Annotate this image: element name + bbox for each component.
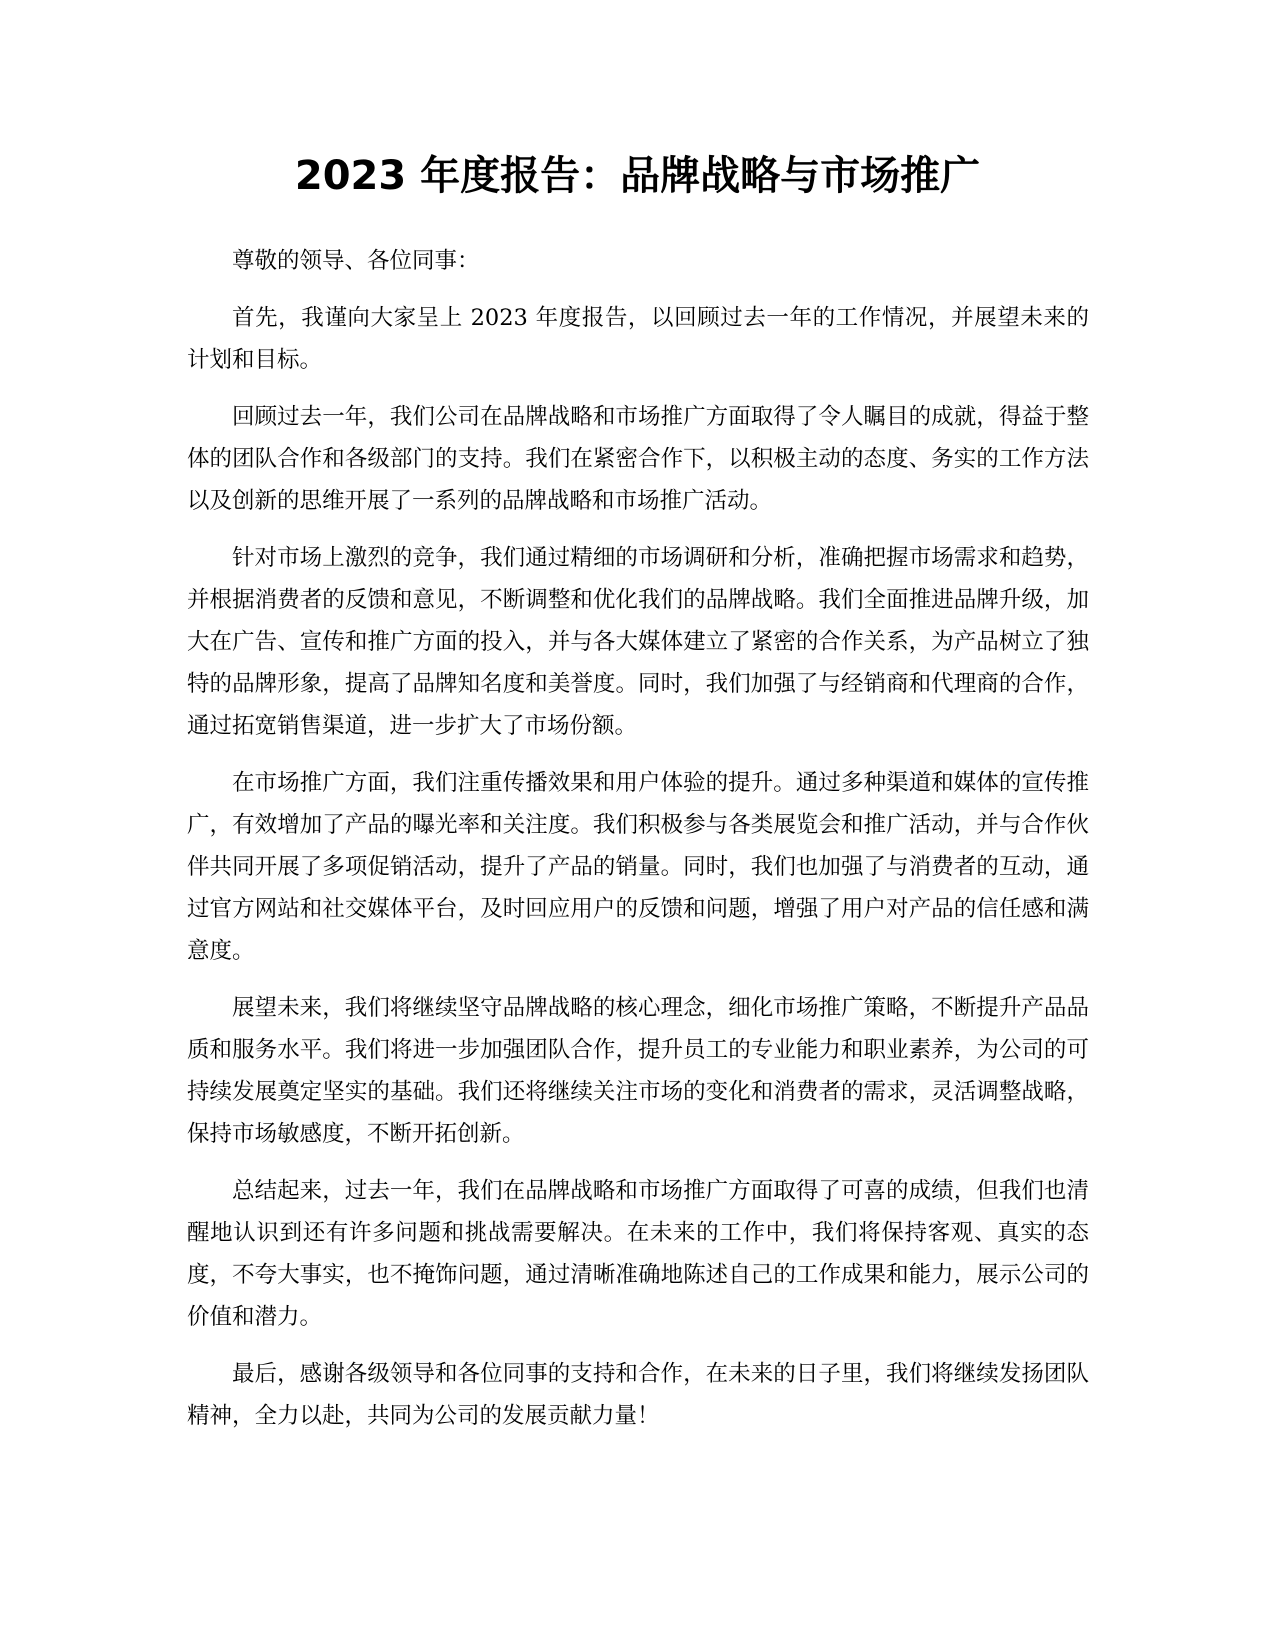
paragraph-salutation: 尊敬的领导、各位同事：: [232, 248, 480, 274]
paragraph-marketing: 在市场推广方面，我们注重传播效果和用户体验的提升。通过多种渠道和媒体的宣传推广，有效增加了产品的曝光率和关注度。我们积极参与各类展览会和推广活动，并与合作伙伴共同开展了多项促销活动，提升了产品的销量。同时，我们也加强了与消费者的互动，通过官方网站和社交媒体平台，及时回应用户的反馈和问题，增强了用户对产品的信任感和满意度。: [187, 770, 1089, 964]
paragraph-outlook: 展望未来，我们将继续坚守品牌战略的核心理念，细化市场推广策略，不断提升产品品质和服务水平。我们将进一步加强团队合作，提升员工的专业能力和职业素养，为公司的可持续发展奠定坚实的基础。我们还将继续关注市场的变化和消费者的需求，灵活调整战略，保持市场敏感度，不断开拓创新。: [187, 995, 1089, 1147]
paragraph-summary: 总结起来，过去一年，我们在品牌战略和市场推广方面取得了可喜的成绩，但我们也清醒地认识到还有许多问题和挑战需要解决。在未来的工作中，我们将保持客观、真实的态度，不夸大事实，也不掩饰问题，通过清晰准确地陈述自己的工作成果和能力，展示公司的价值和潜力。: [187, 1178, 1089, 1330]
paragraph-intro: 首先，我谨向大家呈上 2023 年度报告，以回顾过去一年的工作情况，并展望未来的计划和目标。: [187, 305, 1089, 373]
paragraph-closing: 最后，感谢各级领导和各位同事的支持和合作，在未来的日子里，我们将继续发扬团队精神，全力以赴，共同为公司的发展贡献力量！: [187, 1361, 1089, 1429]
paragraph-brand-strategy: 针对市场上激烈的竞争，我们通过精细的市场调研和分析，准确把握市场需求和趋势，并根据消费者的反馈和意见，不断调整和优化我们的品牌战略。我们全面推进品牌升级，加大在广告、宣传和推广方面的投入，并与各大媒体建立了紧密的合作关系，为产品树立了独特的品牌形象，提高了品牌知名度和美誉度。同时，我们加强了与经销商和代理商的合作，通过拓宽销售渠道，进一步扩大了市场份额。: [187, 545, 1089, 739]
document-body: [187, 240, 1089, 1452]
document-title: 2023 年度报告：品牌战略与市场推广: [294, 153, 981, 199]
paragraph-review: 回顾过去一年，我们公司在品牌战略和市场推广方面取得了令人瞩目的成就，得益于整体的团队合作和各级部门的支持。我们在紧密合作下，以积极主动的态度、务实的工作方法以及创新的思维开展了一系列的品牌战略和市场推广活动。: [187, 404, 1089, 514]
